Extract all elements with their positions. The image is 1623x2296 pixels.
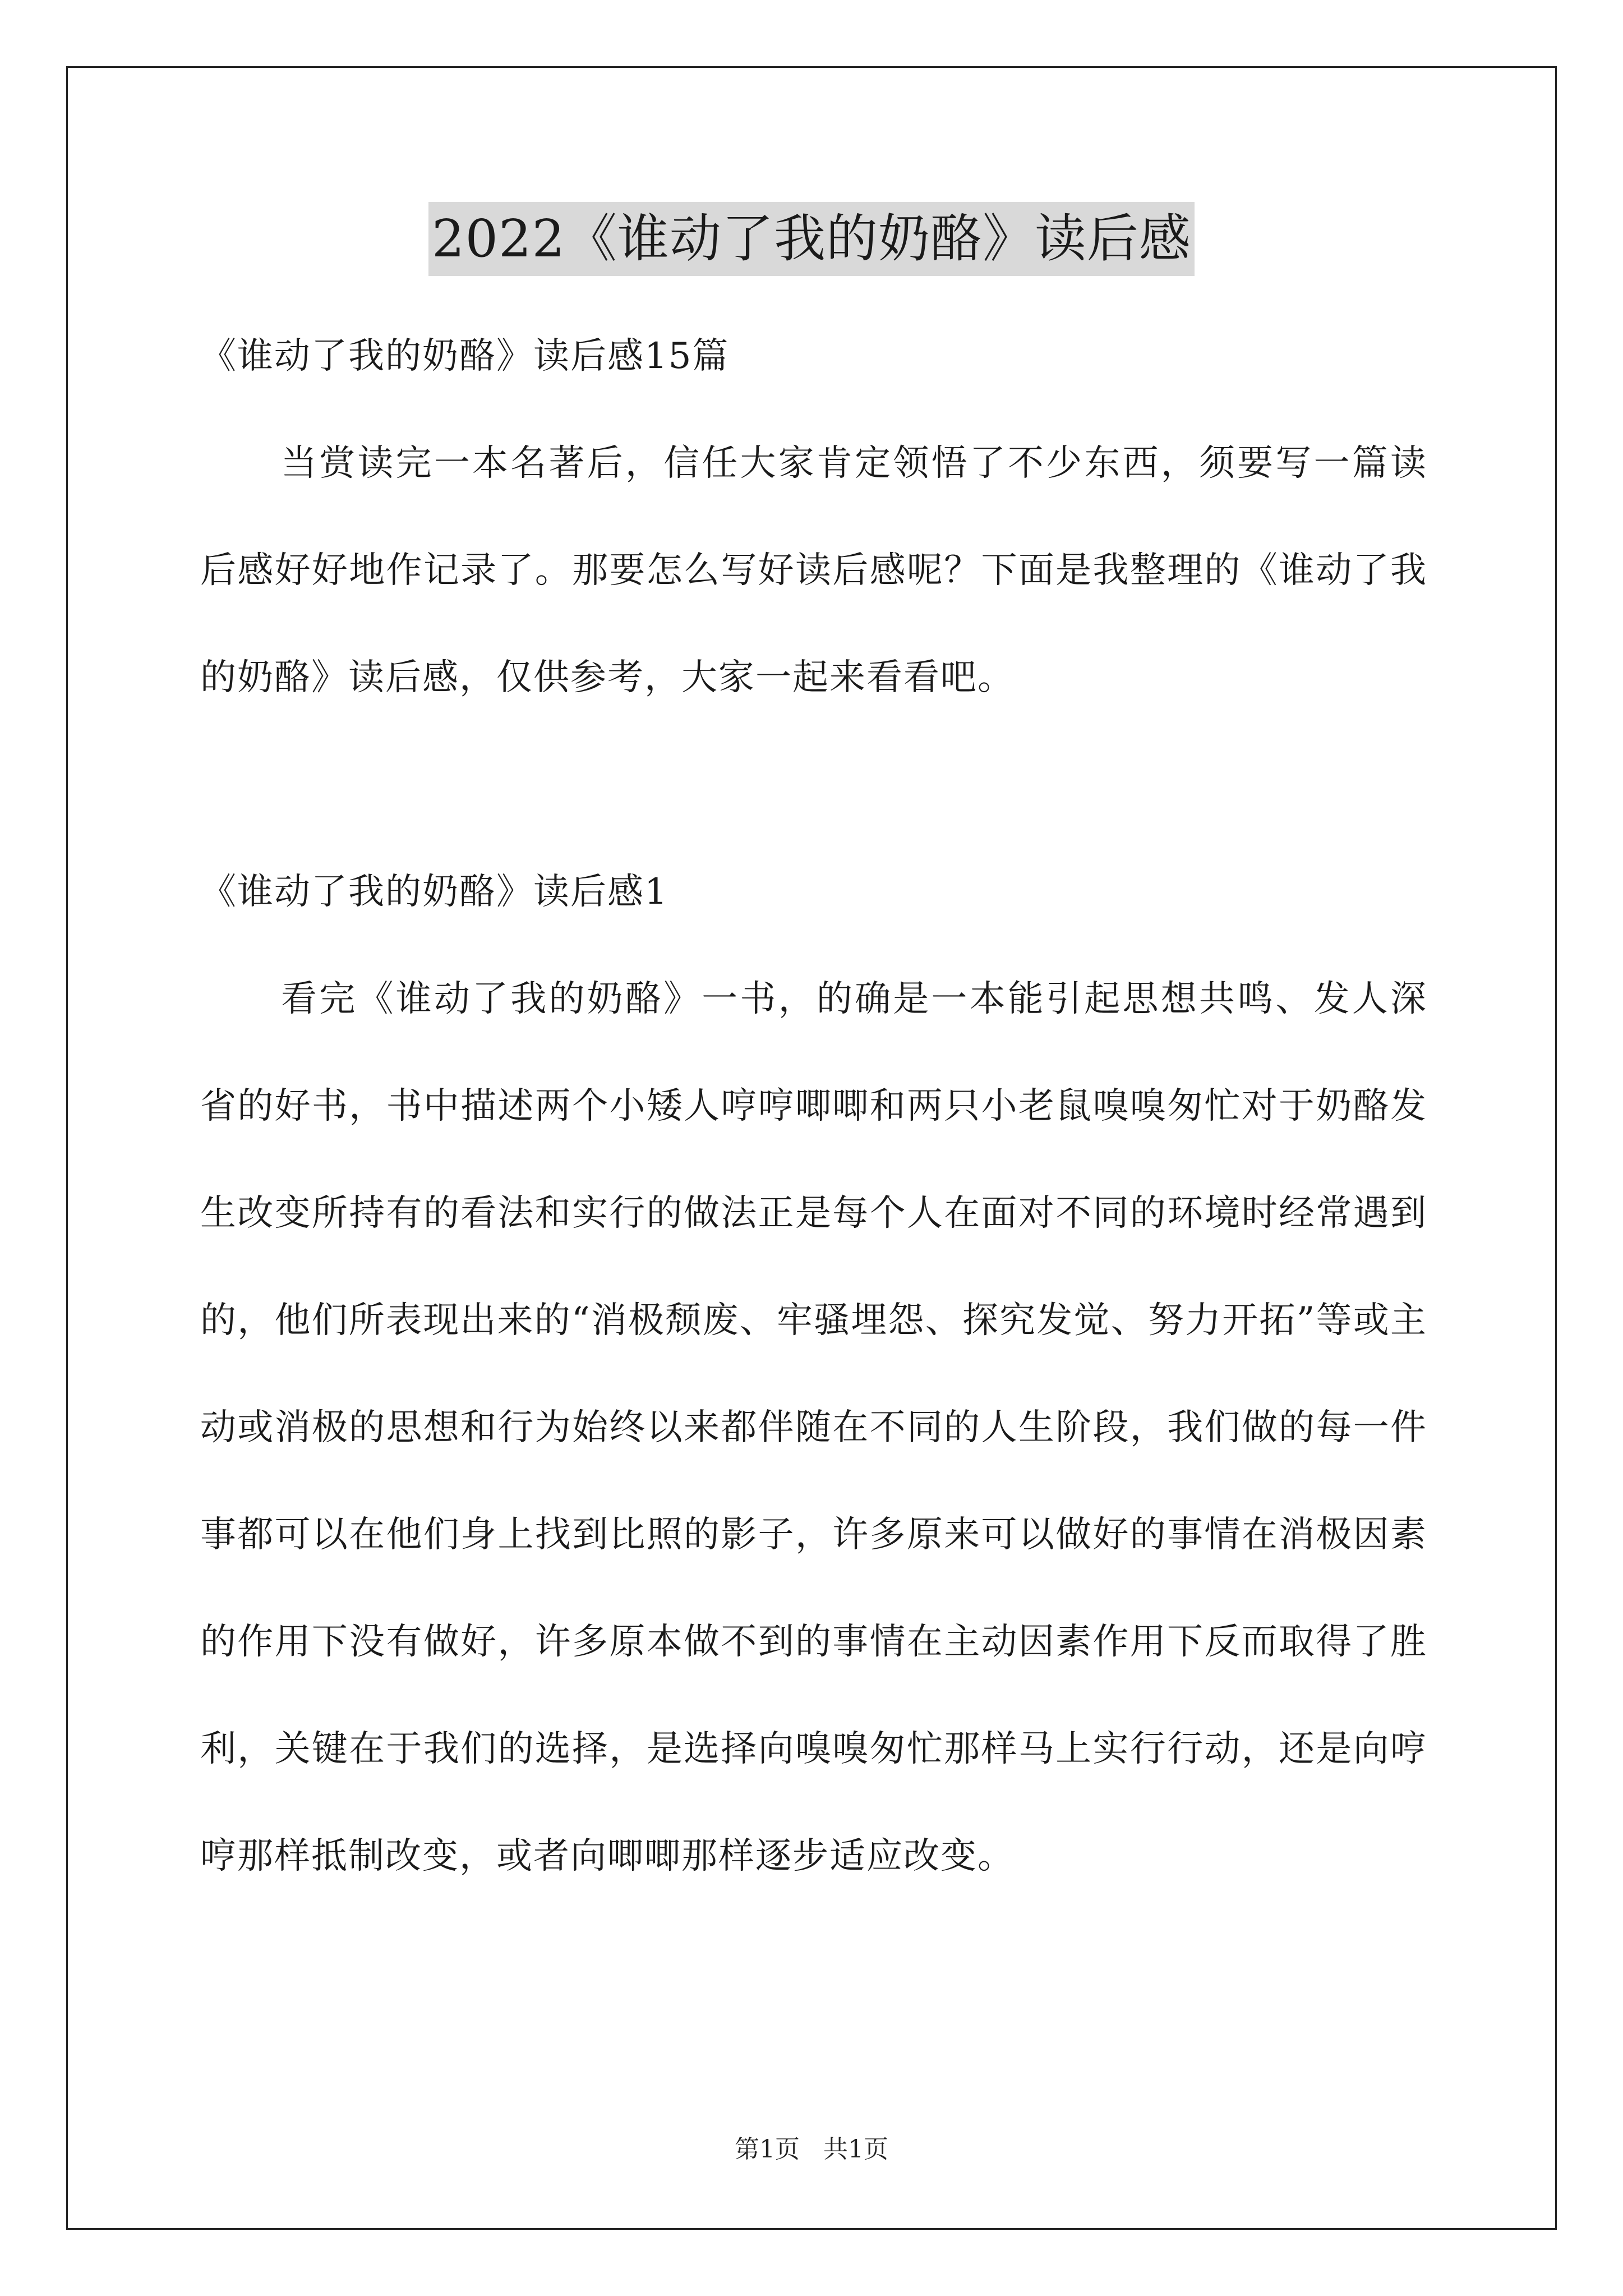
- document-body: [200, 303, 1427, 1910]
- paragraph-spacer: [200, 731, 1427, 839]
- page-number: 第1页: [735, 2135, 800, 2164]
- section-paragraph: 看完《谁动了我的奶酪》一书，的确是一本能引起思想共鸣、发人深省的好书，书中描述两个小矮人哼哼唧唧和两只小老鼠嗅嗅匆忙对于奶酪发生改变所持有的看法和实行的做法正是每个人在面对不同的环境时经常遇到的，他们所表现出来的“消极颓废、牢骚埋怨、探究发觉、努力开拓”等或主动或消极的思想和行为始终以来都伴随在不同的人生阶段，我们做的每一件事都可以在他们身上找到比照的影子，许多原来可以做好的事情在消极因素的作用下没有做好，许多原本做不到的事情在主动因素作用下反而取得了胜利，关键在于我们的选择，是选择向嗅嗅匆忙那样马上实行行动，还是向哼哼那样抵制改变，或者向唧唧那样逐步适应改变。: [200, 978, 1427, 1877]
- title-wrapper: [0, 202, 1623, 276]
- document-title: 2022《谁动了我的奶酪》读后感: [428, 202, 1195, 276]
- document-subtitle: 《谁动了我的奶酪》读后感15篇: [200, 335, 730, 377]
- intro-paragraph: 当赏读完一本名著后，信任大家肯定领悟了不少东西，须要写一篇读后感好好地作记录了。那要怎么写好读后感呢？下面是我整理的《谁动了我的奶酪》读后感，仅供参考，大家一起来看看吧。: [200, 443, 1427, 698]
- page-total: 共1页: [823, 2135, 888, 2164]
- section-heading: 《谁动了我的奶酪》读后感1: [200, 871, 668, 913]
- page-footer: [0, 2129, 1623, 2165]
